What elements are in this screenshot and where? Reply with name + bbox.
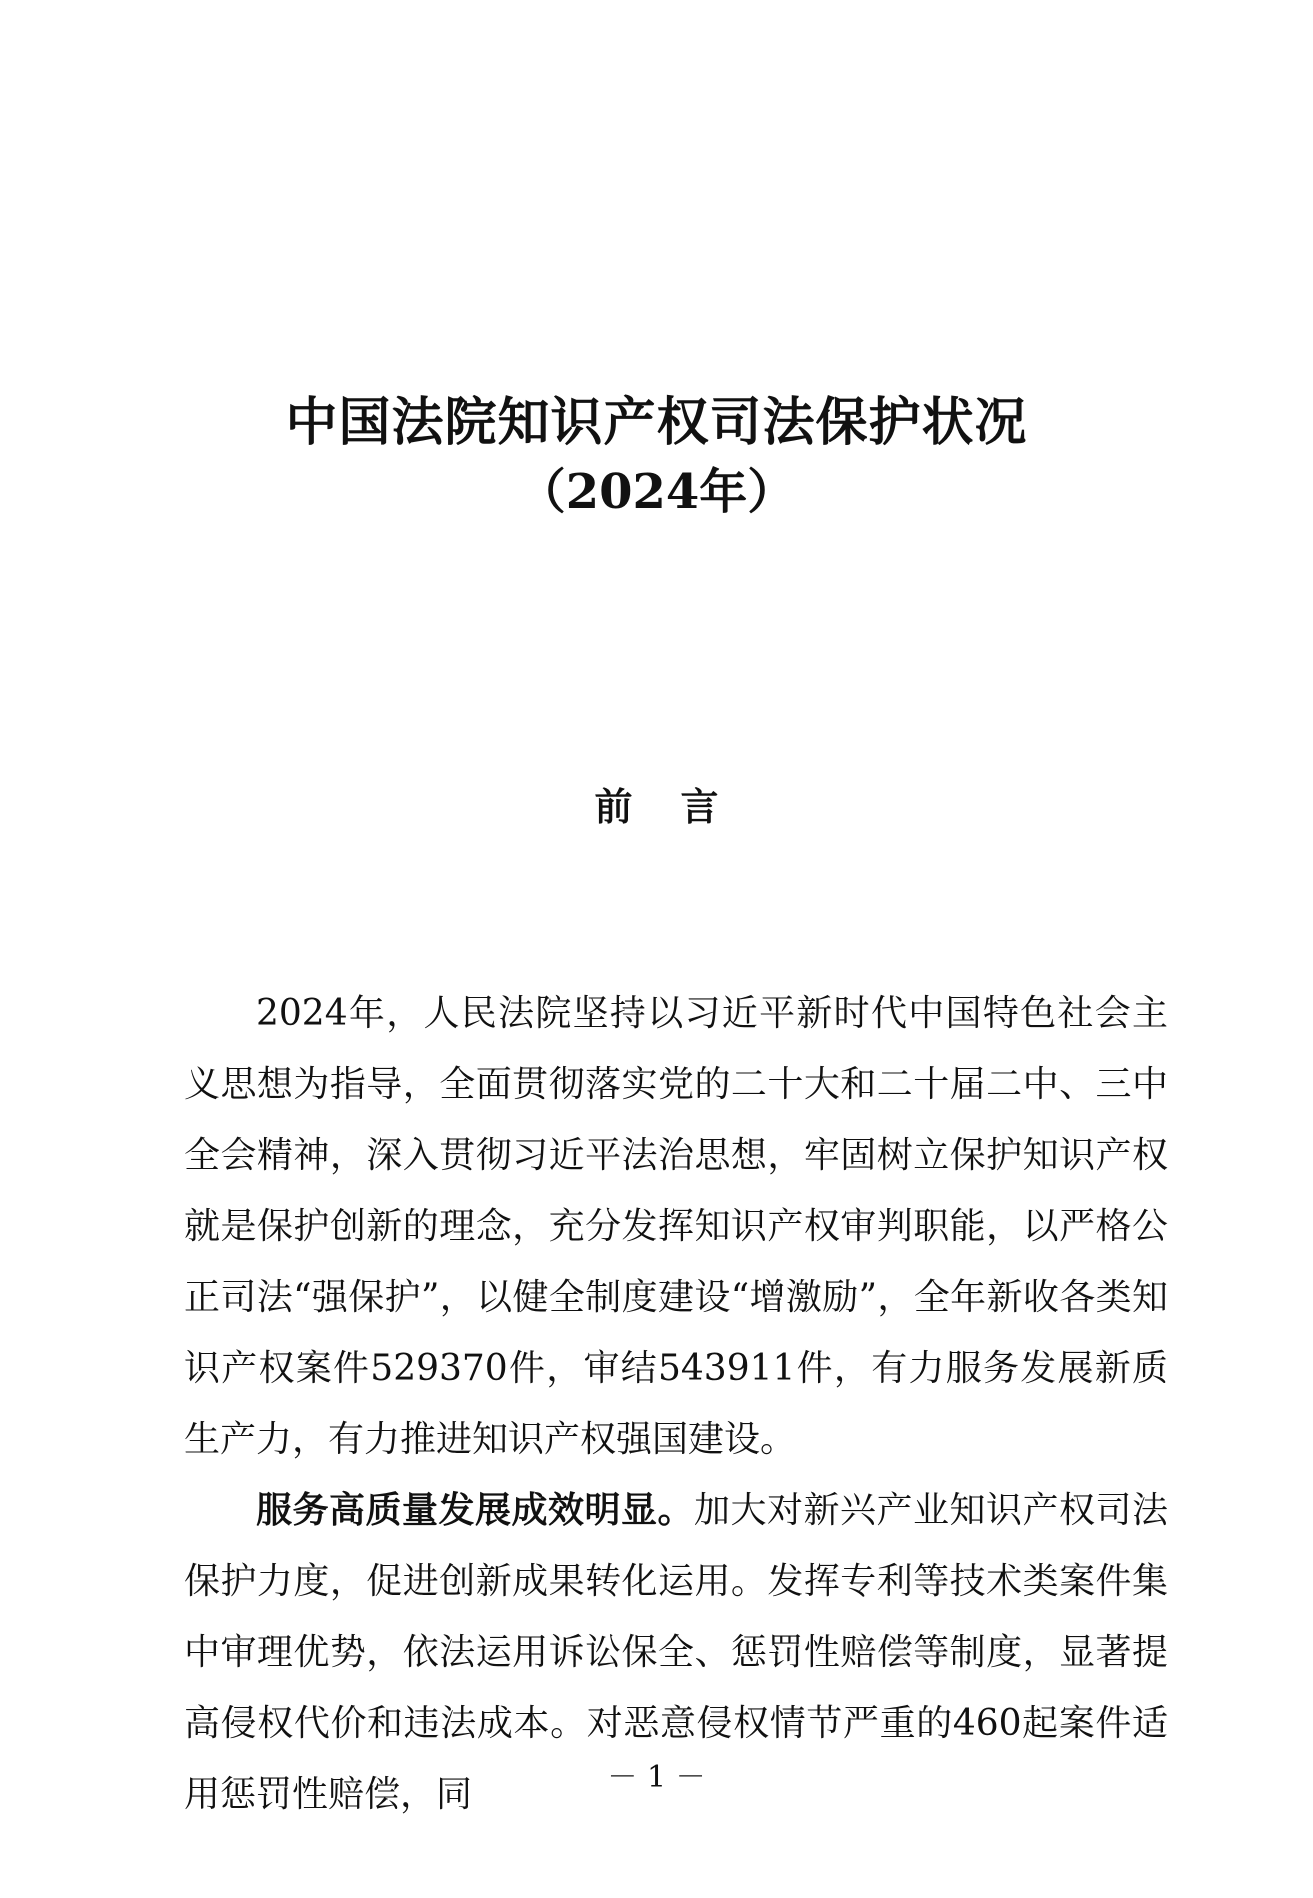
section-heading-preface [0,783,1313,831]
paragraph-1 [184,978,1168,1475]
body-text [184,978,1168,1830]
document-subtitle: （2024年） [517,464,796,520]
paragraph-2-lead: 服务高质量发展成效明显。 [256,1490,694,1531]
paragraph-2-text: 加大对新兴产业知识产权司法保护力度，促进创新成果转化运用。发挥专利等技术类案件集中审理优势，依法运用诉讼保全、惩罚性赔偿等制度，显著提高侵权代价和违法成本。对恶意侵权情节严重的460起案件适用惩罚性赔偿，同 [184,1490,1168,1815]
paragraph-1-text: 2024年，人民法院坚持以习近平新时代中国特色社会主义思想为指导，全面贯彻落实党的二十大和二十届二中、三中全会精神，深入贯彻习近平法治思想，牢固树立保护知识产权就是保护创新的理念，充分发挥知识产权审判职能，以严格公正司法“强保护”，以健全制度建设“增激励”，全年新收各类知识产权案件529370件，审结543911件，有力服务发展新质生产力，有力推进知识产权强国建设。 [184,993,1168,1460]
section-heading-char-1: 前 [594,785,633,829]
section-heading-char-2: 言 [680,785,719,829]
page-number: － 1 － [607,1760,706,1795]
document-title: 中国法院知识产权司法保护状况 [285,392,1028,453]
